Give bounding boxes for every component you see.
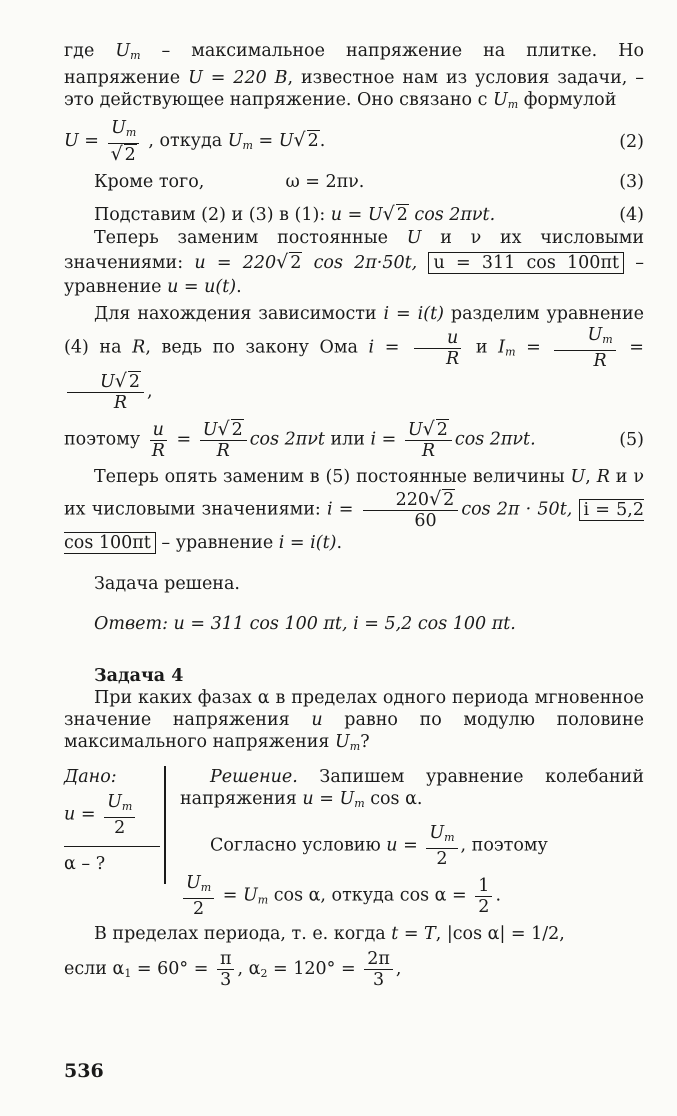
text: В пределах периода, т. е. когда <box>94 924 392 944</box>
text: = <box>176 429 192 450</box>
boxed-result: i = 5,2 cos 100πt <box>64 499 644 553</box>
equation-3 <box>64 171 644 193</box>
text: = <box>629 337 644 358</box>
text: . <box>336 533 343 553</box>
var: U <box>587 325 603 345</box>
formula: u = u(t) <box>167 277 237 297</box>
sub: m <box>354 797 365 810</box>
var: R <box>151 440 165 461</box>
sub: m <box>602 333 613 346</box>
solution-label: Решение. <box>210 767 298 787</box>
text: Для нахождения зависимости <box>94 304 384 324</box>
formula: = U <box>252 131 294 151</box>
fraction: $\frac{U√ 2}{R}$ <box>405 419 452 461</box>
formula: i = <box>370 429 397 450</box>
formula: = U <box>217 885 258 906</box>
answer-text: u = 311 cos 100 πt, i = 5,2 cos 100 πt. <box>167 614 516 634</box>
fraction <box>475 876 492 917</box>
text: . <box>319 131 326 151</box>
fraction: $\frac{U√ 2}{R}$ <box>200 419 247 461</box>
radicand: 2 <box>128 372 140 392</box>
text: где <box>64 41 116 61</box>
text: , |cos α| = 1/2, <box>435 924 565 944</box>
var: I <box>498 337 506 358</box>
number: 2 <box>114 818 126 838</box>
equation-number: (5) <box>619 430 644 450</box>
formula: t = T <box>391 924 436 944</box>
text: Запишем уравнение колебаний напряжения <box>180 767 644 809</box>
task-statement <box>64 687 644 758</box>
sub: m <box>505 345 516 359</box>
var: R <box>593 351 607 371</box>
text: или <box>324 429 371 450</box>
number: 2 <box>436 849 448 869</box>
text: ? <box>360 732 370 752</box>
var: u <box>447 327 459 348</box>
given-solution-block <box>64 766 644 919</box>
equation-number: (3) <box>619 172 644 192</box>
var: U <box>111 118 126 138</box>
text: , <box>585 467 597 487</box>
fraction <box>364 949 393 990</box>
fraction <box>413 328 462 369</box>
equation-2: U = $\frac{U_m}{√ 2}$ , откуда $U_m = U√$ 2. (2) <box>64 118 644 165</box>
radicand: 2 <box>443 490 455 510</box>
text: разделим уравнение (4) на <box>64 304 644 358</box>
var: U <box>406 228 422 248</box>
fraction: $\frac{U_m}{√ 2}$ <box>108 118 140 165</box>
var: U <box>186 873 201 893</box>
number: 220 <box>395 490 430 510</box>
var: U <box>570 467 586 487</box>
formula: cos α. <box>364 789 423 809</box>
answer-line <box>64 613 644 635</box>
sub: 2 <box>260 967 268 980</box>
answer-label: Ответ: <box>94 614 168 634</box>
fraction: $\frac{U√ 2}{R}$ <box>67 371 144 413</box>
sub: 1 <box>124 967 132 980</box>
var: U <box>407 420 423 440</box>
text: , известное нам из условия задачи, – это действующее напряжение. Оно связано с <box>64 68 644 110</box>
radicand: 2 <box>396 205 408 225</box>
given-column <box>64 766 166 884</box>
paragraph-numeric <box>64 465 644 555</box>
boxed-result: u = 311 cos 100πt <box>428 252 624 274</box>
text: и ν их числовыми значениями: <box>64 467 644 520</box>
text: cos α, откуда cos α = <box>268 885 467 906</box>
task-title: Задача 4 <box>94 666 184 686</box>
fraction <box>426 823 457 869</box>
fraction <box>104 792 135 838</box>
sub: m <box>507 98 519 111</box>
text: = <box>526 337 541 358</box>
var: U <box>107 792 122 812</box>
formula: cos 2πνt. <box>454 429 536 450</box>
radicand: 2 <box>290 253 302 273</box>
number: π <box>217 949 235 970</box>
text: Кроме того, <box>94 172 205 192</box>
solution-column <box>180 766 644 919</box>
solved-note: Задача решена. <box>94 574 240 594</box>
var: R <box>216 441 230 461</box>
given-label: Дано: <box>64 767 117 787</box>
formula: u = U <box>330 205 383 225</box>
text: , ведь по закону Ома <box>145 337 369 358</box>
radicand: 2 <box>436 420 448 440</box>
text: = 60° = <box>131 959 209 979</box>
text: формулой <box>518 90 617 110</box>
var: R <box>132 337 146 358</box>
text: Теперь заменим постоянные <box>94 228 407 248</box>
number: 2 <box>193 899 205 919</box>
text: . <box>495 885 502 906</box>
text: – уравнение <box>155 533 279 553</box>
equation-number: (2) <box>619 131 644 152</box>
var: R <box>421 441 435 461</box>
text: , <box>395 959 402 979</box>
fraction <box>183 873 214 919</box>
text: , <box>147 381 153 402</box>
var: U <box>492 90 508 110</box>
text: , поэтому <box>460 835 548 856</box>
sub: m <box>125 126 137 139</box>
text: α <box>243 959 261 979</box>
number: 2 <box>478 896 490 917</box>
equation-4: Подставим (2) и (3) в (1): u = U√ 2 cos 2πνt. (4) <box>94 203 644 225</box>
text: = 120° = <box>267 959 356 979</box>
number: 1 <box>475 876 492 897</box>
fraction <box>554 325 615 371</box>
text: – максимальное напряжение на плитке. Но напряжение <box>64 41 644 88</box>
number: 3 <box>372 970 385 990</box>
text: если α <box>64 959 125 979</box>
text: – уравнение <box>64 253 644 297</box>
var: U <box>100 372 115 392</box>
var: U <box>115 41 131 61</box>
formula: ω = 2πν. <box>285 172 365 192</box>
text: поэтому <box>64 429 141 450</box>
text: . <box>236 277 242 297</box>
equation-5 <box>64 419 644 461</box>
text: и ν их числовыми значениями: <box>64 228 644 273</box>
text: , <box>237 959 244 979</box>
text: , откуда <box>148 131 228 151</box>
formula: i = i(t) <box>278 533 337 553</box>
fraction: $\frac{220√ 2}{60}$ <box>363 489 459 531</box>
sub: m <box>349 740 361 753</box>
paragraph-intro <box>64 40 644 116</box>
number: 2π <box>364 949 393 970</box>
text: Теперь опять заменим в (5) постоянные величины <box>94 467 571 487</box>
var: R <box>596 467 610 487</box>
formula: U = <box>64 131 99 151</box>
equation-number: (4) <box>619 204 644 225</box>
unknown: α – ? <box>64 854 106 874</box>
formula: u = 220 <box>194 253 277 273</box>
number: 3 <box>220 970 232 990</box>
var: R <box>446 348 460 369</box>
var: u <box>311 710 323 730</box>
formula: cos 2πνt <box>249 429 325 450</box>
formula: cos 2π·50t, <box>302 253 418 273</box>
text: Подставим (2) и (3) в (1): <box>94 205 331 225</box>
formula: U = 220 B <box>188 68 288 88</box>
formula: u = <box>386 835 418 856</box>
sub: m <box>444 831 455 844</box>
angles-line <box>64 949 644 990</box>
text: Согласно условию <box>210 835 387 856</box>
sub: m <box>121 800 133 813</box>
var: U <box>227 131 243 151</box>
var: u <box>152 419 164 440</box>
formula: cos 2π · 50t, <box>461 499 573 520</box>
var: U <box>335 732 350 752</box>
fraction <box>149 420 168 461</box>
var: U <box>429 823 445 843</box>
sub: m <box>200 881 212 894</box>
text: равно по модулю половине максимального напряжения <box>64 710 644 752</box>
formula: i = i(t) <box>383 304 444 324</box>
text: При каких фазах α в пределах одного периода мгновенное значение напряжения <box>64 688 644 730</box>
var: U <box>202 420 218 440</box>
formula: u = <box>64 804 96 825</box>
radicand: 2 <box>231 420 243 440</box>
page-body <box>64 40 644 990</box>
sub: m <box>130 49 141 62</box>
paragraph-ohm <box>64 303 644 413</box>
var: R <box>113 393 128 413</box>
text: и <box>475 337 499 358</box>
formula: i = <box>368 337 400 358</box>
radicand: 2 <box>307 131 319 151</box>
formula: i = <box>326 499 354 520</box>
number: 60 <box>414 511 437 531</box>
sub: m <box>257 893 269 907</box>
page-number: 536 <box>64 1060 104 1082</box>
sub: m <box>242 139 253 152</box>
fraction <box>217 949 235 990</box>
formula: u = U <box>302 789 355 809</box>
radicand: 2 <box>124 145 136 165</box>
period-line <box>64 923 644 945</box>
formula: cos 2πνt. <box>408 205 496 225</box>
paragraph-substitute: Теперь заменим постоянные U и ν их числовыми значениями: u = 220√ 2 cos 2π·50t, u = 311 cos 100πt – уравнение u = u(t). <box>64 228 644 297</box>
